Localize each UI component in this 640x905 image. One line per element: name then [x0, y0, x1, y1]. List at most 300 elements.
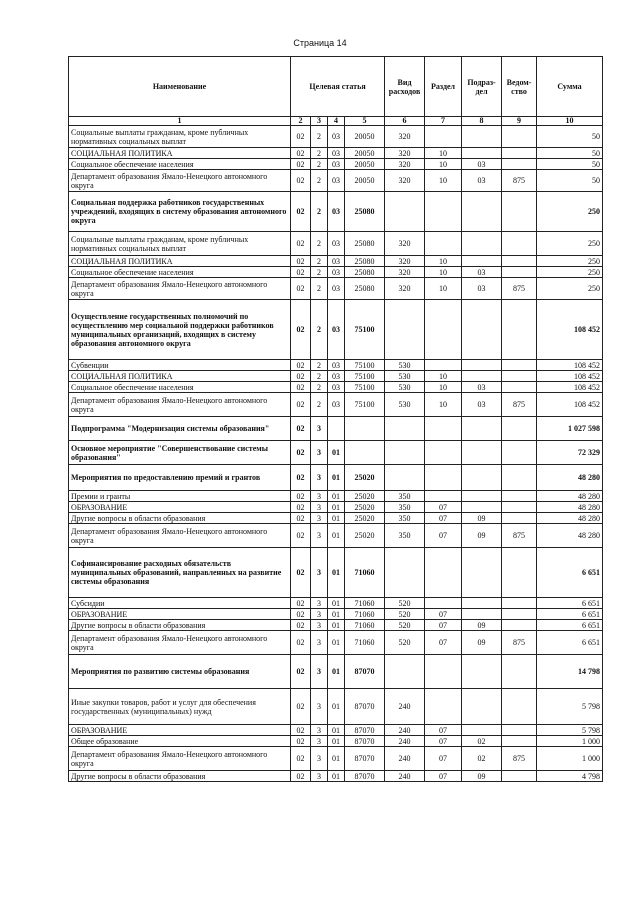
target-code-part: 25080 [345, 256, 385, 267]
col-number: 3 [311, 117, 328, 126]
header-expense-type: Вид расходов [385, 57, 425, 117]
sum-cell: 1 027 598 [537, 417, 603, 441]
sum-cell: 250 [537, 256, 603, 267]
expense-type-cell [385, 192, 425, 232]
expense-type-cell: 350 [385, 524, 425, 548]
sum-cell: 14 798 [537, 655, 603, 689]
expense-type-cell [385, 548, 425, 598]
subsection-cell: 09 [462, 771, 502, 782]
sum-cell: 50 [537, 126, 603, 148]
table-row [69, 159, 603, 170]
expense-type-cell: 320 [385, 170, 425, 192]
target-code-part: 01 [328, 620, 345, 631]
target-code-part: 02 [291, 170, 311, 192]
table-row [69, 513, 603, 524]
subsection-cell [462, 689, 502, 725]
section-cell [425, 232, 462, 256]
target-code-part: 71060 [345, 609, 385, 620]
target-code-part: 3 [311, 524, 328, 548]
target-code-part: 02 [291, 417, 311, 441]
target-code-part: 03 [328, 170, 345, 192]
section-cell: 07 [425, 502, 462, 513]
target-code-part: 03 [328, 300, 345, 360]
target-code-part: 3 [311, 598, 328, 609]
row-name: Осуществление государственных полномочий по осуществлению мер социальной поддержки работников муниципальных организаций, входящих в систему образования автономного округа [69, 300, 291, 360]
section-cell: 10 [425, 170, 462, 192]
target-code-part: 2 [311, 382, 328, 393]
table-row [69, 689, 603, 725]
subsection-cell [462, 300, 502, 360]
target-code-part: 71060 [345, 620, 385, 631]
department-cell [502, 620, 537, 631]
subsection-cell [462, 441, 502, 465]
sum-cell: 5 798 [537, 689, 603, 725]
target-code-part: 3 [311, 771, 328, 782]
subsection-cell: 03 [462, 267, 502, 278]
table-row [69, 771, 603, 782]
target-code-part: 02 [291, 725, 311, 736]
target-code-part: 25080 [345, 267, 385, 278]
table-row [69, 491, 603, 502]
department-cell: 875 [502, 524, 537, 548]
department-cell [502, 267, 537, 278]
target-code-part: 02 [291, 655, 311, 689]
section-cell: 07 [425, 747, 462, 771]
col-number: 8 [462, 117, 502, 126]
sum-cell: 48 280 [537, 524, 603, 548]
target-code-part: 3 [311, 502, 328, 513]
target-code-part: 25020 [345, 491, 385, 502]
section-cell [425, 491, 462, 502]
column-number-row [69, 117, 603, 126]
target-code-part: 03 [328, 159, 345, 170]
expense-type-cell: 530 [385, 382, 425, 393]
table-row [69, 360, 603, 371]
expense-type-cell: 350 [385, 513, 425, 524]
section-cell: 10 [425, 159, 462, 170]
section-cell [425, 126, 462, 148]
target-code-part: 3 [311, 725, 328, 736]
section-cell [425, 548, 462, 598]
table-row [69, 465, 603, 491]
table-row [69, 598, 603, 609]
department-cell [502, 491, 537, 502]
target-code-part: 75100 [345, 360, 385, 371]
section-cell [425, 655, 462, 689]
target-code-part: 87070 [345, 747, 385, 771]
department-cell [502, 192, 537, 232]
target-code-part: 02 [291, 382, 311, 393]
subsection-cell [462, 232, 502, 256]
expense-type-cell: 320 [385, 278, 425, 300]
target-code-part: 2 [311, 256, 328, 267]
target-code-part: 02 [291, 771, 311, 782]
target-code-part: 03 [328, 382, 345, 393]
expense-type-cell: 530 [385, 371, 425, 382]
expense-type-cell: 320 [385, 126, 425, 148]
target-code-part: 2 [311, 126, 328, 148]
department-cell [502, 360, 537, 371]
target-code-part: 01 [328, 441, 345, 465]
row-name: СОЦИАЛЬНАЯ ПОЛИТИКА [69, 256, 291, 267]
target-code-part: 20050 [345, 126, 385, 148]
table-body [69, 126, 603, 782]
target-code-part: 03 [328, 267, 345, 278]
expense-type-cell [385, 300, 425, 360]
col-number: 9 [502, 117, 537, 126]
target-code-part: 02 [291, 278, 311, 300]
target-code-part: 02 [291, 513, 311, 524]
target-code-part: 02 [291, 465, 311, 491]
sum-cell: 5 798 [537, 725, 603, 736]
target-code-part: 87070 [345, 725, 385, 736]
sum-cell: 108 452 [537, 393, 603, 417]
table-row [69, 620, 603, 631]
section-cell: 07 [425, 725, 462, 736]
target-code-part: 71060 [345, 548, 385, 598]
col-number: 7 [425, 117, 462, 126]
col-number: 2 [291, 117, 311, 126]
expense-type-cell: 520 [385, 609, 425, 620]
target-code-part: 3 [311, 747, 328, 771]
target-code-part: 71060 [345, 631, 385, 655]
department-cell [502, 513, 537, 524]
target-code-part: 75100 [345, 371, 385, 382]
expense-type-cell: 240 [385, 771, 425, 782]
sum-cell: 48 280 [537, 502, 603, 513]
target-code-part: 2 [311, 192, 328, 232]
table-row [69, 393, 603, 417]
target-code-part: 03 [328, 126, 345, 148]
table-row [69, 382, 603, 393]
department-cell [502, 502, 537, 513]
row-name: Другие вопросы в области образования [69, 771, 291, 782]
target-code-part: 03 [328, 256, 345, 267]
subsection-cell [462, 360, 502, 371]
section-cell: 07 [425, 736, 462, 747]
expense-type-cell: 240 [385, 747, 425, 771]
subsection-cell [462, 126, 502, 148]
sum-cell: 250 [537, 232, 603, 256]
sum-cell: 6 651 [537, 609, 603, 620]
row-name: Мероприятия по развитию системы образования [69, 655, 291, 689]
target-code-part: 2 [311, 148, 328, 159]
sum-cell: 48 280 [537, 491, 603, 502]
section-cell [425, 598, 462, 609]
target-code-part: 03 [328, 278, 345, 300]
section-cell [425, 360, 462, 371]
target-code-part: 3 [311, 491, 328, 502]
target-code-part: 02 [291, 736, 311, 747]
section-cell: 10 [425, 267, 462, 278]
target-code-part: 03 [328, 148, 345, 159]
sum-cell: 6 651 [537, 598, 603, 609]
table-row [69, 524, 603, 548]
department-cell: 875 [502, 278, 537, 300]
table-row [69, 417, 603, 441]
department-cell [502, 232, 537, 256]
row-name: Департамент образования Ямало-Ненецкого автономного округа [69, 631, 291, 655]
target-code-part: 01 [328, 689, 345, 725]
table-row [69, 609, 603, 620]
section-cell [425, 300, 462, 360]
department-cell [502, 382, 537, 393]
expense-type-cell: 320 [385, 148, 425, 159]
department-cell [502, 655, 537, 689]
subsection-cell [462, 655, 502, 689]
section-cell: 10 [425, 371, 462, 382]
col-number: 4 [328, 117, 345, 126]
target-code-part: 3 [311, 441, 328, 465]
section-cell: 10 [425, 382, 462, 393]
target-code-part: 02 [291, 747, 311, 771]
target-code-part: 3 [311, 689, 328, 725]
table-row [69, 148, 603, 159]
target-code-part: 3 [311, 548, 328, 598]
subsection-cell [462, 548, 502, 598]
target-code-part [345, 417, 385, 441]
row-name: Социальное обеспечение населения [69, 159, 291, 170]
row-name: Социальное обеспечение населения [69, 267, 291, 278]
expense-type-cell: 320 [385, 256, 425, 267]
expense-type-cell: 530 [385, 360, 425, 371]
target-code-part: 3 [311, 655, 328, 689]
expense-type-cell: 240 [385, 725, 425, 736]
department-cell [502, 148, 537, 159]
row-name: Социальные выплаты гражданам, кроме публичных нормативных социальных выплат [69, 232, 291, 256]
department-cell [502, 465, 537, 491]
department-cell [502, 159, 537, 170]
section-cell [425, 689, 462, 725]
department-cell [502, 441, 537, 465]
target-code-part: 25020 [345, 513, 385, 524]
section-cell: 07 [425, 631, 462, 655]
expense-type-cell: 520 [385, 631, 425, 655]
expense-type-cell: 520 [385, 598, 425, 609]
sum-cell: 108 452 [537, 382, 603, 393]
sum-cell: 4 798 [537, 771, 603, 782]
target-code-part: 02 [291, 548, 311, 598]
section-cell [425, 465, 462, 491]
target-code-part: 20050 [345, 170, 385, 192]
row-name: Премии и гранты [69, 491, 291, 502]
department-cell [502, 609, 537, 620]
expense-type-cell: 530 [385, 393, 425, 417]
subsection-cell: 09 [462, 620, 502, 631]
department-cell [502, 598, 537, 609]
sum-cell: 108 452 [537, 360, 603, 371]
subsection-cell: 09 [462, 631, 502, 655]
target-code-part: 02 [291, 300, 311, 360]
subsection-cell [462, 465, 502, 491]
section-cell: 10 [425, 278, 462, 300]
department-cell [502, 725, 537, 736]
target-code-part: 87070 [345, 689, 385, 725]
target-code-part: 3 [311, 631, 328, 655]
target-code-part: 2 [311, 360, 328, 371]
section-cell [425, 417, 462, 441]
subsection-cell: 09 [462, 513, 502, 524]
target-code-part: 02 [291, 631, 311, 655]
target-code-part: 75100 [345, 393, 385, 417]
col-number: 6 [385, 117, 425, 126]
target-code-part: 01 [328, 725, 345, 736]
row-name: СОЦИАЛЬНАЯ ПОЛИТИКА [69, 148, 291, 159]
target-code-part: 3 [311, 609, 328, 620]
table-row [69, 192, 603, 232]
target-code-part: 01 [328, 491, 345, 502]
target-code-part: 3 [311, 513, 328, 524]
department-cell [502, 736, 537, 747]
target-code-part: 3 [311, 465, 328, 491]
table-row [69, 256, 603, 267]
header-target-article: Целевая статья [291, 57, 385, 117]
target-code-part: 02 [291, 148, 311, 159]
target-code-part: 3 [311, 417, 328, 441]
section-cell: 10 [425, 148, 462, 159]
target-code-part: 01 [328, 548, 345, 598]
target-code-part: 87070 [345, 771, 385, 782]
table-row [69, 441, 603, 465]
department-cell [502, 689, 537, 725]
col-number: 1 [69, 117, 291, 126]
subsection-cell: 03 [462, 382, 502, 393]
target-code-part: 02 [291, 371, 311, 382]
target-code-part: 01 [328, 736, 345, 747]
row-name: Социальное обеспечение населения [69, 382, 291, 393]
target-code-part: 2 [311, 170, 328, 192]
target-code-part: 02 [291, 126, 311, 148]
expense-type-cell [385, 655, 425, 689]
target-code-part: 03 [328, 371, 345, 382]
header-name: Наименование [69, 57, 291, 117]
target-code-part: 75100 [345, 382, 385, 393]
subsection-cell [462, 609, 502, 620]
subsection-cell [462, 148, 502, 159]
target-code-part: 01 [328, 747, 345, 771]
target-code-part: 01 [328, 609, 345, 620]
sum-cell: 50 [537, 159, 603, 170]
target-code-part: 02 [291, 609, 311, 620]
target-code-part: 25020 [345, 524, 385, 548]
target-code-part: 2 [311, 159, 328, 170]
department-cell: 875 [502, 631, 537, 655]
table-row [69, 502, 603, 513]
row-name: Департамент образования Ямало-Ненецкого автономного округа [69, 393, 291, 417]
target-code-part: 02 [291, 159, 311, 170]
expense-type-cell: 320 [385, 159, 425, 170]
page-number-label: Страница 14 [293, 38, 347, 48]
table-row [69, 126, 603, 148]
sum-cell: 250 [537, 267, 603, 278]
subsection-cell [462, 192, 502, 232]
target-code-part: 03 [328, 360, 345, 371]
row-name: Департамент образования Ямало-Ненецкого автономного округа [69, 278, 291, 300]
target-code-part: 02 [291, 598, 311, 609]
table-row [69, 631, 603, 655]
subsection-cell: 02 [462, 747, 502, 771]
sum-cell: 1 000 [537, 736, 603, 747]
department-cell [502, 256, 537, 267]
department-cell: 875 [502, 747, 537, 771]
row-name: ОБРАЗОВАНИЕ [69, 725, 291, 736]
target-code-part: 87070 [345, 655, 385, 689]
target-code-part: 2 [311, 393, 328, 417]
header-department: Ведом-ство [502, 57, 537, 117]
row-name: Иные закупки товаров, работ и услуг для обеспечения государственных (муниципальных) нужд [69, 689, 291, 725]
target-code-part [345, 441, 385, 465]
subsection-cell [462, 502, 502, 513]
table-row [69, 278, 603, 300]
section-cell: 07 [425, 771, 462, 782]
target-code-part [328, 417, 345, 441]
header-section: Раздел [425, 57, 462, 117]
target-code-part: 75100 [345, 300, 385, 360]
expense-type-cell [385, 441, 425, 465]
sum-cell: 108 452 [537, 300, 603, 360]
expense-type-cell [385, 465, 425, 491]
row-name: Софинансирование расходных обязательств муниципальных образований, направленных на развитие системы образования [69, 548, 291, 598]
subsection-cell [462, 417, 502, 441]
target-code-part: 03 [328, 232, 345, 256]
department-cell: 875 [502, 170, 537, 192]
target-code-part: 2 [311, 278, 328, 300]
department-cell [502, 771, 537, 782]
target-code-part: 02 [291, 192, 311, 232]
target-code-part: 25080 [345, 192, 385, 232]
subsection-cell [462, 725, 502, 736]
row-name: Социальная поддержка работников государственных учреждений, входящих в систему образования автономного округа [69, 192, 291, 232]
col-number: 10 [537, 117, 603, 126]
expense-type-cell: 240 [385, 736, 425, 747]
sum-cell: 6 651 [537, 548, 603, 598]
target-code-part: 01 [328, 465, 345, 491]
header-sum: Сумма [537, 57, 603, 117]
row-name: Общее образование [69, 736, 291, 747]
sum-cell: 72 329 [537, 441, 603, 465]
department-cell [502, 300, 537, 360]
expense-type-cell [385, 417, 425, 441]
subsection-cell [462, 491, 502, 502]
target-code-part: 25020 [345, 502, 385, 513]
expense-type-cell: 520 [385, 620, 425, 631]
target-code-part: 02 [291, 393, 311, 417]
target-code-part: 71060 [345, 598, 385, 609]
target-code-part: 87070 [345, 736, 385, 747]
section-cell: 07 [425, 620, 462, 631]
department-cell: 875 [502, 393, 537, 417]
expense-type-cell: 320 [385, 232, 425, 256]
subsection-cell [462, 371, 502, 382]
section-cell: 07 [425, 524, 462, 548]
target-code-part: 01 [328, 631, 345, 655]
subsection-cell: 02 [462, 736, 502, 747]
sum-cell: 48 280 [537, 465, 603, 491]
target-code-part: 02 [291, 689, 311, 725]
header-subsection: Подраз-дел [462, 57, 502, 117]
target-code-part: 3 [311, 736, 328, 747]
subsection-cell: 03 [462, 393, 502, 417]
target-code-part: 2 [311, 267, 328, 278]
expense-type-cell: 320 [385, 267, 425, 278]
subsection-cell: 03 [462, 278, 502, 300]
target-code-part: 02 [291, 441, 311, 465]
table-row [69, 300, 603, 360]
expense-type-cell: 350 [385, 502, 425, 513]
target-code-part: 01 [328, 524, 345, 548]
table-row [69, 655, 603, 689]
target-code-part: 02 [291, 491, 311, 502]
